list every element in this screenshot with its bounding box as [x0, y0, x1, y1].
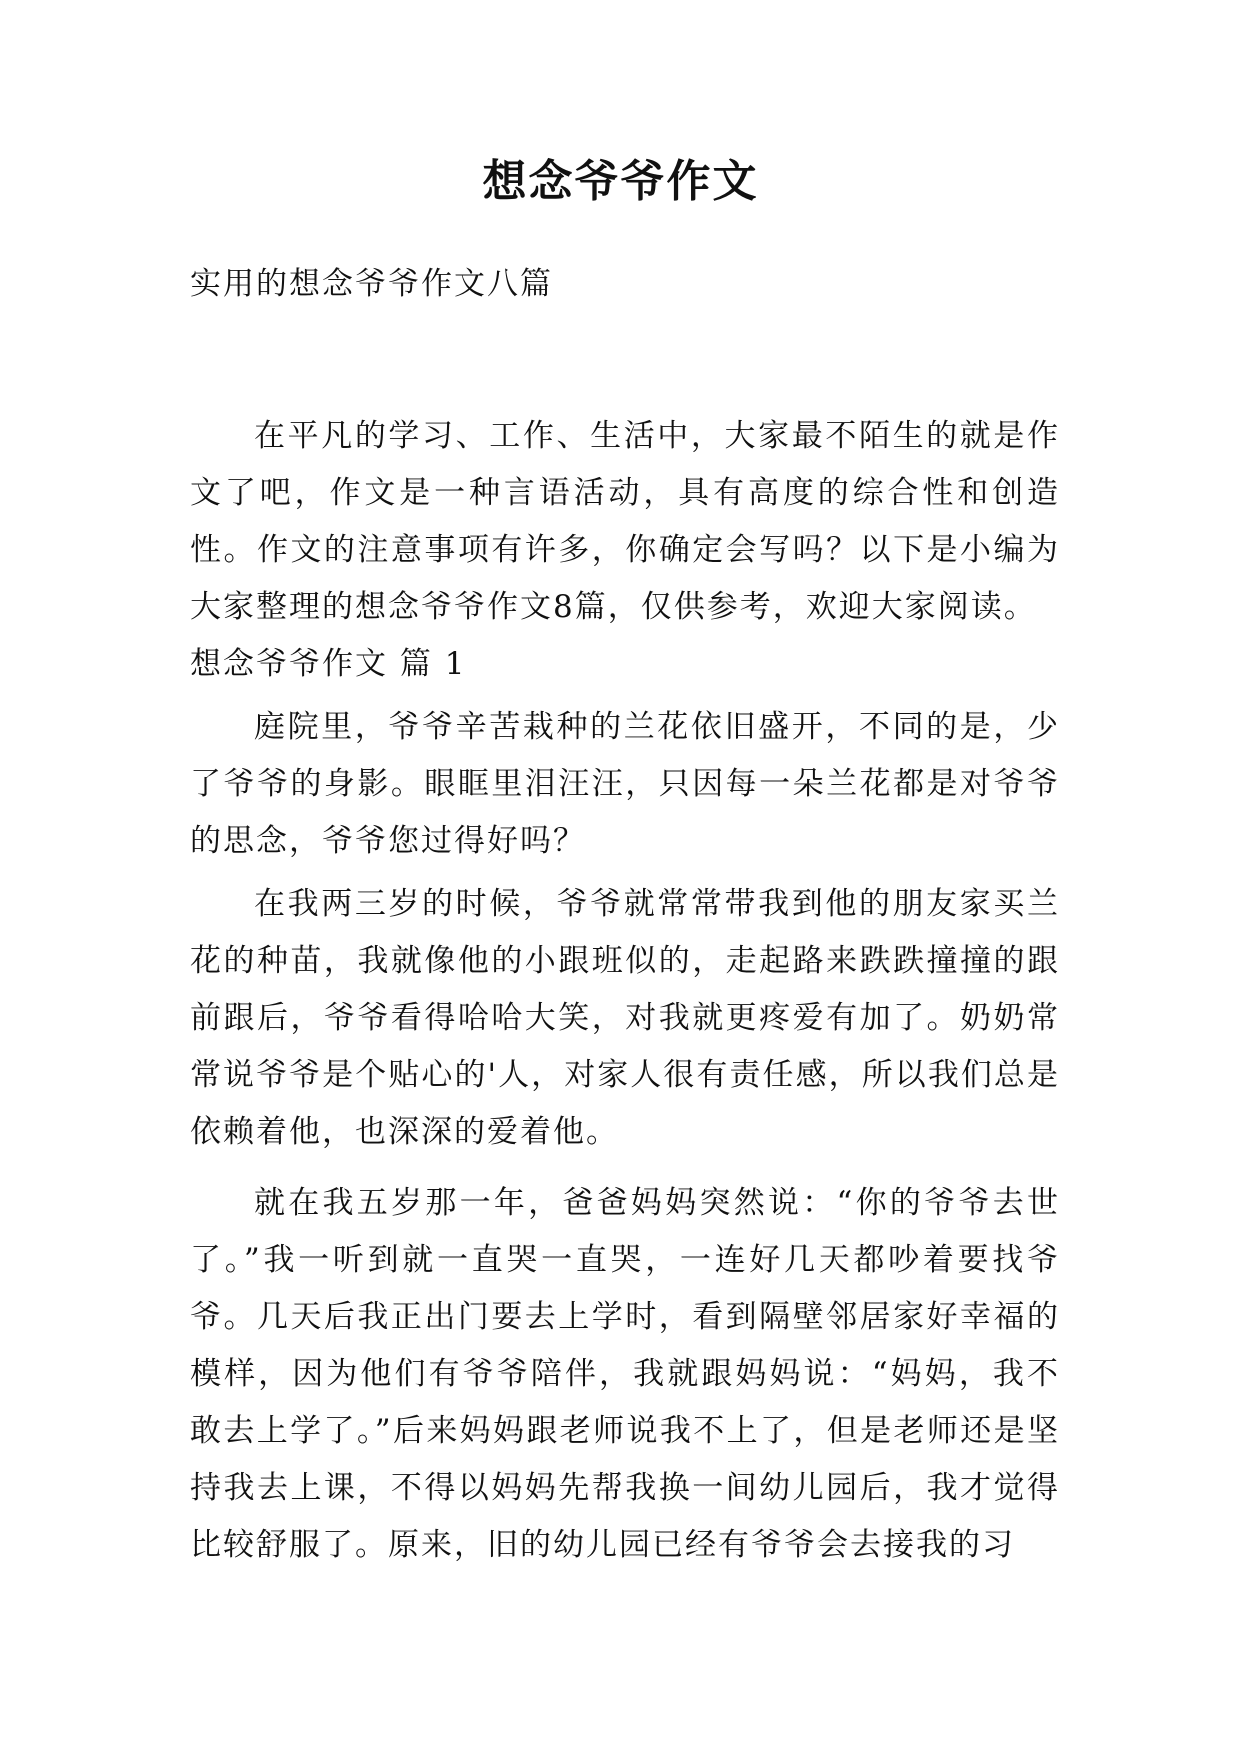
document-subtitle: 实用的想念爷爷作文八篇 — [190, 266, 553, 302]
intro-paragraph: 在平凡的学习、工作、生活中，大家最不陌生的就是作文了吧，作文是一种言语活动，具有高度的综合性和创造性。作文的注意事项有许多，你确定会写吗？以下是小编为大家整理的想念爷爷作文8篇，仅供参考，欢迎大家阅读。 — [190, 418, 1060, 625]
body-paragraph: 就在我五岁那一年，爸爸妈妈突然说：“你的爷爷去世了。”我一听到就一直哭一直哭，一连好几天都吵着要找爷爷。几天后我正出门要去上学时，看到隔壁邻居家好幸福的模样，因为他们有爷爷陪伴，我就跟妈妈说：“妈妈，我不敢去上学了。”后来妈妈跟老师说我不上了，但是老师还是坚持我去上课，不得以妈妈先帮我换一间幼儿园后，我才觉得比较舒服了。原来，旧的幼儿园已经有爷爷会去接我的习 — [190, 1185, 1060, 1563]
body-paragraph: 庭院里，爷爷辛苦栽种的兰花依旧盛开，不同的是，少了爷爷的身影。眼眶里泪汪汪，只因每一朵兰花都是对爷爷的思念，爷爷您过得好吗？ — [190, 709, 1060, 859]
document-body — [190, 408, 1060, 1574]
body-paragraph: 在我两三岁的时候，爷爷就常常带我到他的朋友家买兰花的种苗，我就像他的小跟班似的，走起路来跌跌撞撞的跟前跟后，爷爷看得哈哈大笑，对我就更疼爱有加了。奶奶常常说爷爷是个贴心的'人，对家人很有责任感，所以我们总是依赖着他，也深深的爱着他。 — [190, 886, 1060, 1150]
section-heading: 想念爷爷作文 篇 1 — [190, 646, 467, 682]
document-title: 想念爷爷作文 — [482, 156, 759, 207]
